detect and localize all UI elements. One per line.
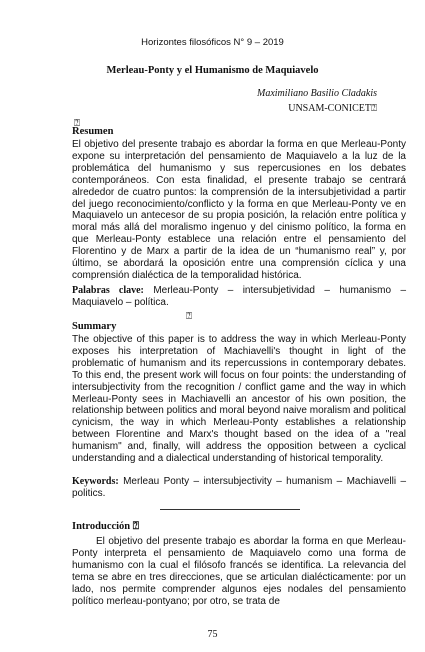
placeholder-glyph: ⍰: [371, 103, 377, 114]
resumen-paragraph: El objetivo del presente trabajo es abordar la forma en que Merleau-Ponty expone su interpretación del pensamiento de Maquiavelo a la luz de la problemática del humanismo y sus repercusiones en los debates contemporáneos. Con esta finalidad, el presente trabajo se centrará alrededor de cuatro puntos: la comprensión de la intersubjetividad a partir del juego reconocimiento/conflicto y la forma en que Merleau-Ponty ve en Maquiavelo un antecesor de su propia posición, la relación entre política y moral más allá del moralismo ingenuo y del cinismo político, la forma en que Merleau-Ponty establece una relación entre el pensamiento del Florentino y de Marx a partir de la idea de un “humanismo real” y, por último, se abordará la oposición entre una comprensión cíclica y una comprensión dialéctica de la temporalidad histórica.: [72, 139, 406, 281]
introduccion-body: [72, 536, 406, 607]
placeholder-glyph: ⍰: [132, 521, 140, 532]
summary-paragraph: The objective of this paper is to address the way in which Merleau-Ponty exposes his interpretation of Machiavelli's thought in light of the problematic of humanism and its repercussions in contemporary debates. To this end, the present work will focus on four points: the understanding of intersubjectivity from the recognition / conflict game and the way in which Merleau-Ponty sees in Machiavelli an ancestor of his own position, the relationship between politics and moral beyond naive moralism and political cynicism, the way in which Merleau-Ponty establishes a relationship between Florentine and Marx's thought based on the idea of a "real humanism" and, finally, will address the opposition between a cyclical understanding and a dialectical understanding of historical temporality.: [72, 334, 406, 465]
keywords-label: Palabras clave:: [72, 285, 144, 296]
summary-body: [72, 334, 406, 465]
article-title: Merleau-Ponty y el Humanismo de Maquiavelo: [106, 65, 319, 76]
author-affiliation: [288, 103, 377, 114]
introduccion-paragraph: El objetivo del presente trabajo es abordar la forma en que Merleau-Ponty interpreta el pensamiento de Maquiavelo como una forma de humanismo con la cual el filósofo francés se identifica. La relevancia del tema se abre en tres direcciones, que se articulan dialécticamente: por un lado, nos permite comprender algunos ejes nodales del pensamiento político merleau-pontyano; por otro, se trata de: [72, 536, 406, 607]
introduccion-heading: [72, 521, 139, 533]
running-head: Horizontes filosóficos N° 9 – 2019: [141, 37, 284, 48]
section-divider: [160, 509, 300, 510]
summary-keywords: [72, 476, 406, 500]
placeholder-glyph: ⍰: [186, 311, 192, 322]
keywords-text: Merleau-Ponty – intersubjetividad – humanismo – Maquiavelo – política.: [72, 285, 407, 308]
summary-heading: Summary: [72, 321, 117, 332]
keywords-text: Merleau Ponty – intersubjectivity – humanism – Machiavelli – politics.: [72, 476, 407, 499]
author-name: Maximiliano Basilio Cladakis: [257, 88, 377, 99]
resumen-keywords: [72, 285, 406, 309]
introduccion-heading-text: Introducción: [72, 521, 131, 532]
placeholder-glyph: ⍰: [74, 118, 80, 129]
page-number: 75: [207, 629, 218, 640]
affiliation-text: UNSAM-CONICET: [288, 103, 371, 114]
keywords-label: Keywords:: [72, 476, 119, 487]
resumen-body: [72, 139, 406, 282]
resumen-heading: Resumen: [72, 126, 114, 137]
